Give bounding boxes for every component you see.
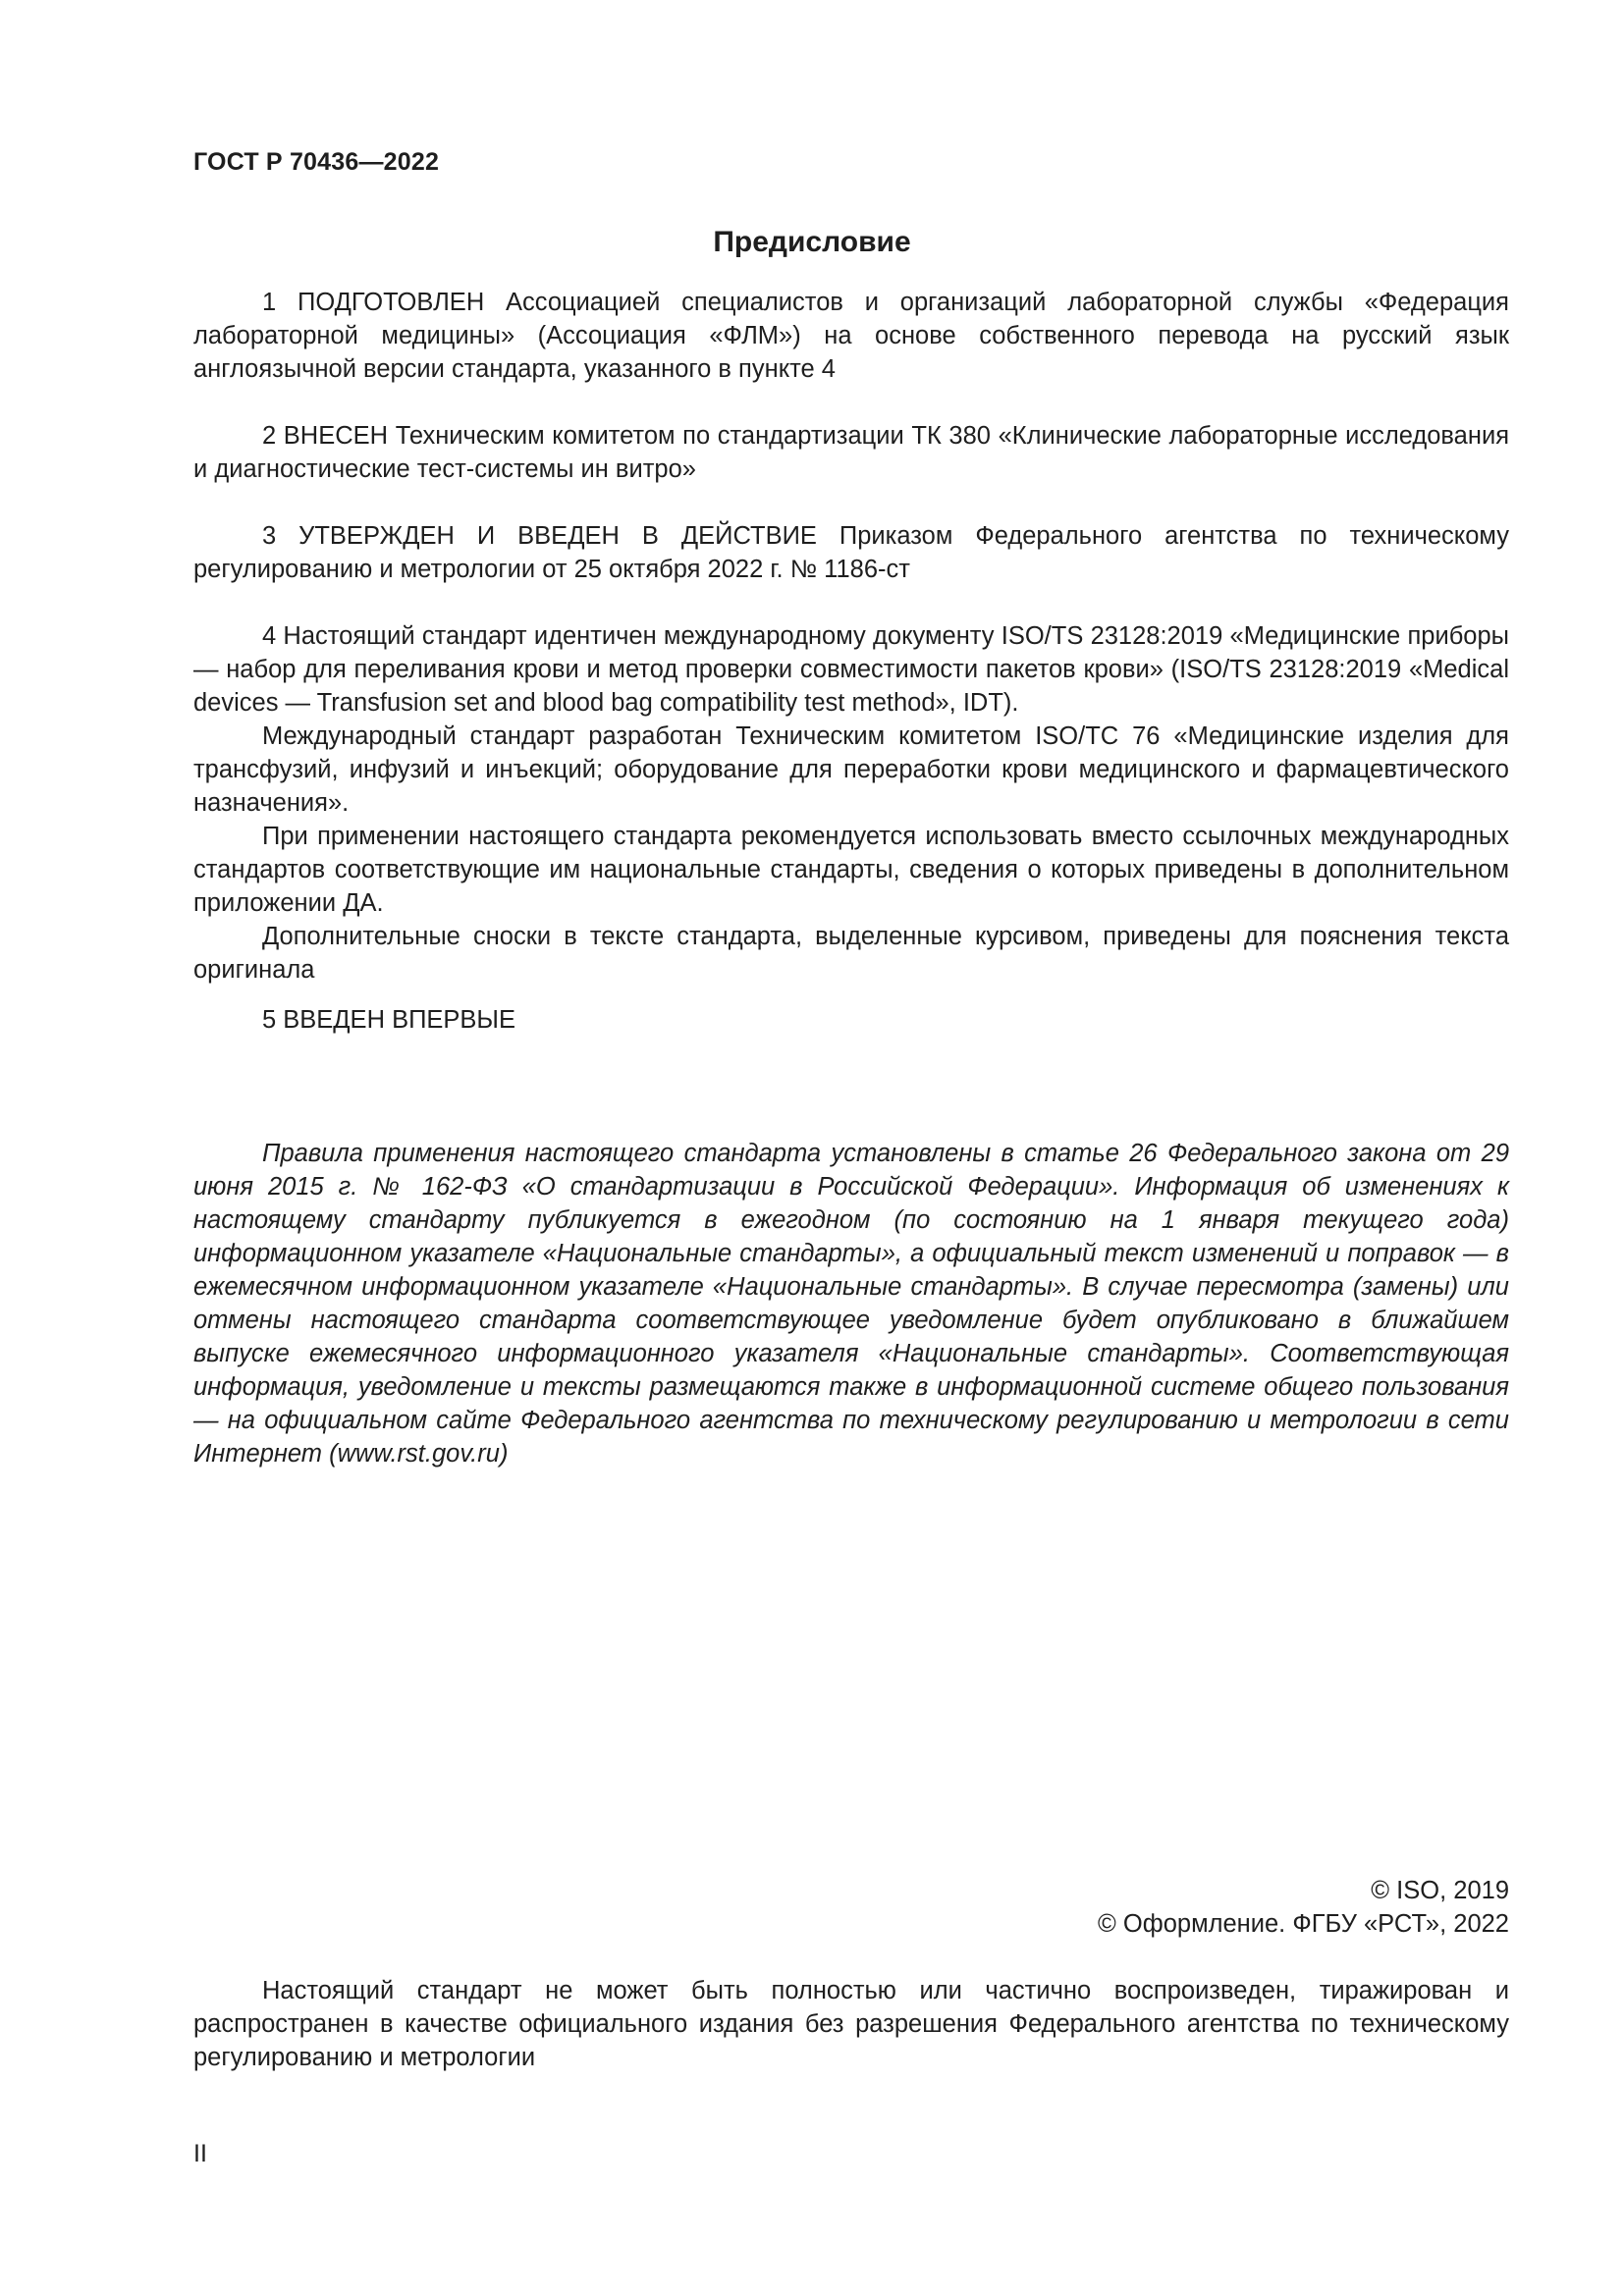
copyright-design: © Оформление. ФГБУ «РСТ», 2022 — [1098, 1910, 1509, 1938]
preface-item-4-footnotes: Дополнительные сноски в тексте стандарта, выделенные курсивом, приведены для пояснения текста оригинала — [193, 923, 1509, 984]
reproduction-notice: Настоящий стандарт не может быть полностью или частично воспроизведен, тиражирован и распространен в качестве официального издания без разрешения Федерального агентства по техническому регулированию и метрологии — [193, 1977, 1509, 2071]
preface-item-4: 4 Настоящий стандарт идентичен международному документу ISO/TS 23128:2019 «Медицинские приборы — набор для переливания крови и метод проверки совместимости пакетов крови» (ISO/TS 23128:2019 «Medical devices — Transfusion set and blood bag compatibility test method», IDT). — [193, 622, 1509, 717]
preface-item-3: 3 УТВЕРЖДЕН И ВВЕДЕН В ДЕЙСТВИЕ Приказом Федерального агентства по техническому регулированию и метрологии от 25 октября 2022 г. № 1186-ст — [193, 522, 1509, 583]
rules-notice: Правила применения настоящего стандарта установлены в статье 26 Федерального закона от 29 июня 2015 г. № 162-ФЗ «О стандартизации в Российской Федерации». Информация об изменениях к настоящему стандарту публикуется в ежегодном (по состоянию на 1 января текущего года) информационном указателе «Национальные стандарты», а официальный текст изменений и поправок — в ежемесячном информационном указателе «Национальные стандарты». В случае пересмотра (замены) или отмены настоящего стандарта соответствующее уведомление будет опубликовано в ближайшем выпуске ежемесячного информационного указателя «Национальные стандарты». Соответствующая информация, уведомление и тексты размещаются также в информационной системе общего пользования — на официальном сайте Федерального агентства по техническому регулированию и метрологии в сети Интернет (www.rst.gov.ru) — [193, 1140, 1509, 1468]
preface-item-2: 2 ВНЕСЕН Техническим комитетом по стандартизации ТК 380 «Клинические лабораторные исследования и диагностические тест-системы ин витро» — [193, 422, 1509, 483]
copyright-iso: © ISO, 2019 — [1371, 1877, 1509, 1904]
page-title: Предисловие — [713, 226, 911, 258]
preface-item-4-international: Международный стандарт разработан Техническим комитетом ISO/TC 76 «Медицинские изделия для трансфузий, инфузий и инъекций; оборудование для переработки крови медицинского и фармацевтического назначения». — [193, 722, 1509, 817]
preface-item-4-application: При применении настоящего стандарта рекомендуется использовать вместо ссылочных международных стандартов соответствующие им национальные стандарты, сведения о которых приведены в дополнительном приложении ДА. — [193, 823, 1509, 917]
page-number: II — [193, 2140, 207, 2167]
preface-item-1: 1 ПОДГОТОВЛЕН Ассоциацией специалистов и организаций лабораторной службы «Федерация лабораторной медицины» (Ассоциация «ФЛМ») на основе собственного перевода на русский язык англоязычной версии стандарта, указанного в пункте 4 — [193, 289, 1509, 383]
preface-item-5: 5 ВВЕДЕН ВПЕРВЫЕ — [262, 1006, 516, 1034]
document-id-header: ГОСТ Р 70436—2022 — [193, 148, 440, 176]
